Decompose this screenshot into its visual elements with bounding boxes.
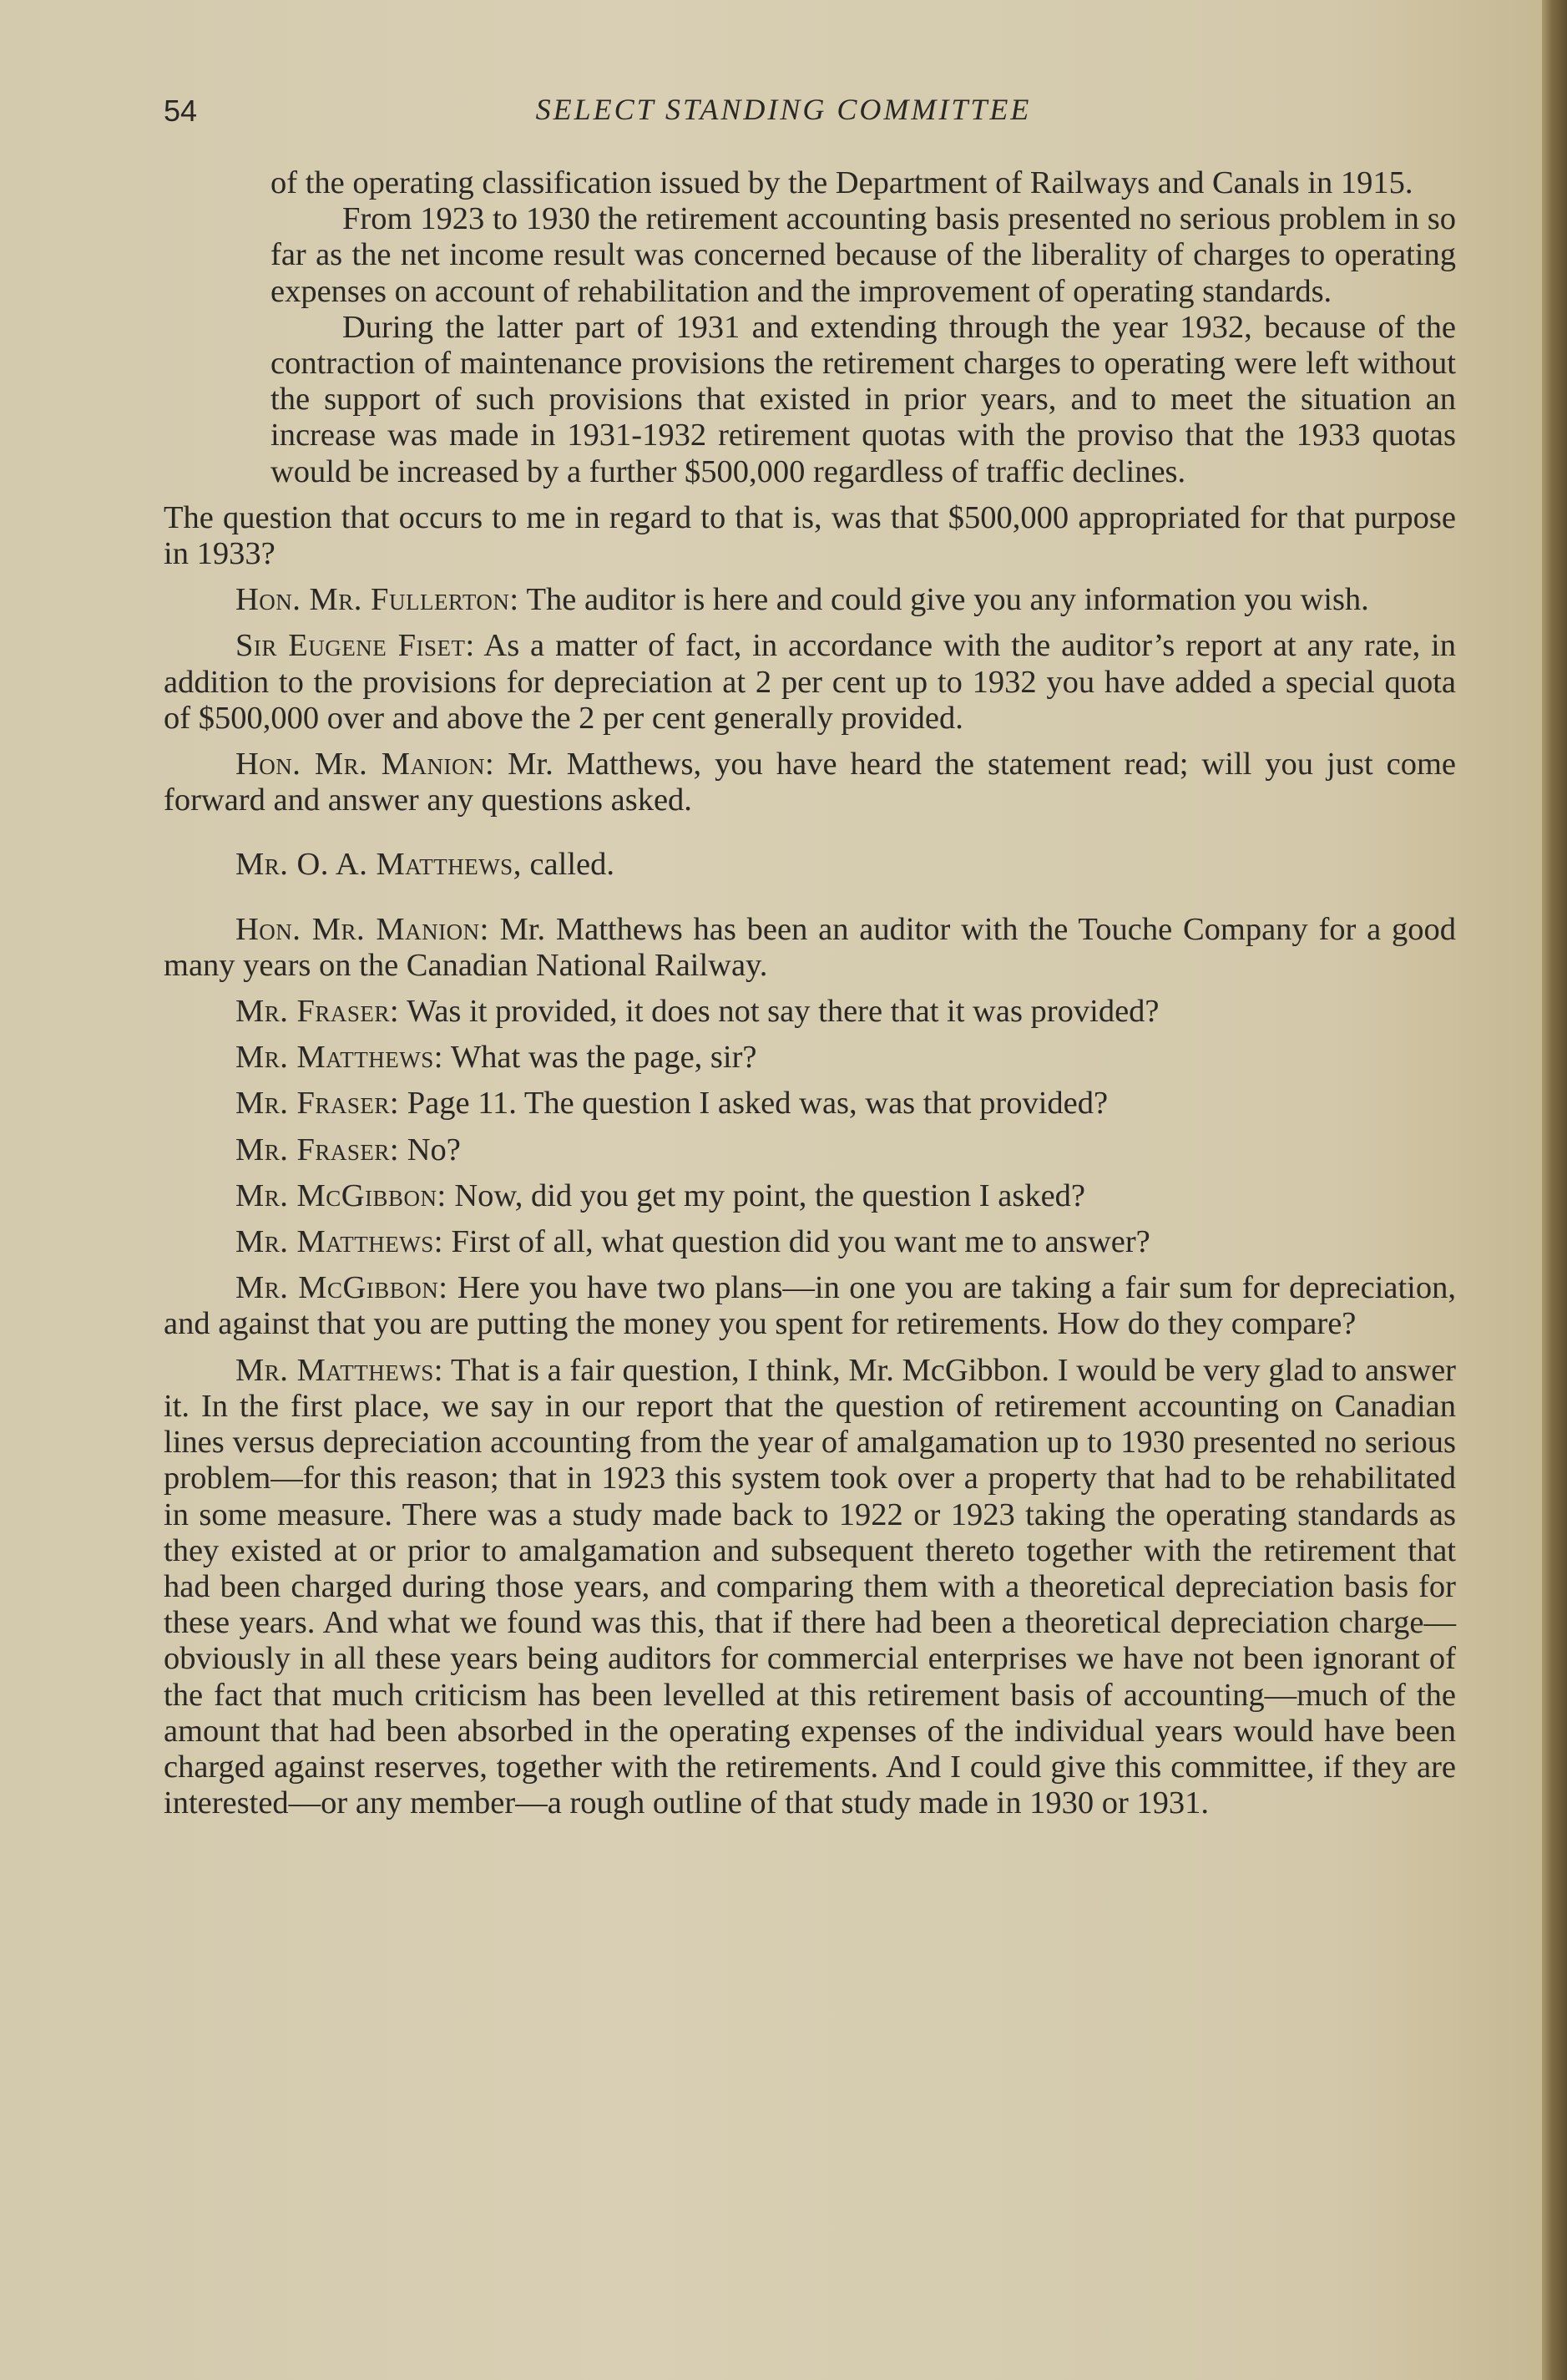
quoted-paragraph [270, 165, 1456, 201]
paragraph-text: From 1923 to 1930 the retirement accounting basis presented no serious problem in so far as the net income result was concerned because of the liberality of charges to operating expenses on account of rehabilitation and the improvement of operating standards. [270, 201, 1456, 309]
speech-text: No? [407, 1132, 461, 1167]
speech-paragraph [164, 1353, 1456, 1822]
speech-text: What was the page, sir? [450, 1040, 757, 1076]
speech-text: Here you have two plans—in one you are taking a fair sum for depreciation, and against that you are putting the money you spent for retirements. How do they compare? [164, 1270, 1456, 1342]
page-number: 54 [164, 94, 198, 128]
speech-paragraph [164, 1132, 1456, 1168]
speaker-name: Mr. McGibbon: [235, 1177, 447, 1213]
speech-paragraph [164, 747, 1456, 818]
speaker-name: Mr. Matthews: [235, 1352, 443, 1388]
quoted-paragraph [270, 310, 1456, 490]
speaker-name: Sir Eugene Fiset: [235, 628, 475, 664]
speech-paragraph [164, 1270, 1456, 1342]
paragraph-text: of the operating classification issued by the Department of Railways and Canals in 1915. [270, 165, 1413, 200]
speech-text: The auditor is here and could give you any information you wish. [526, 582, 1369, 618]
speech-paragraph [164, 1040, 1456, 1076]
book-page-edge [1542, 0, 1567, 2380]
speech-text: That is a fair question, I think, Mr. McGibbon. I would be very glad to answer it. In the first place, we say in our report that the question of retirement accounting on Canadian lines versus depreciation accounting from the year of amalgamation up to 1930 presented no serious problem—for this reason; that in 1923 this system took over a property that had to be rehabilitated in some measure. There was a study made back to 1922 or 1923 taking the operating standards as they existed at or prior to amalgamation and subsequent thereto together with the retirement that had been charged during those years, and comparing them with a theoretical depreciation basis for these years. And what we found was this, that if there had been a theoretical depreciation charge—obviously in all these years being auditors for commercial enterprises we have not been ignorant of the fact that much criticism has been levelled at this retirement basis of accounting—much of the amount that had been absorbed in the operating expenses of the individual years would have been charged against reserves, together with the retirements. And I could give this committee, if they are interested—or any member—a rough outline of that study made in 1930 or 1931. [164, 1352, 1456, 1821]
speaker-name: Mr. Fraser: [235, 1086, 400, 1122]
paragraph [164, 500, 1456, 572]
paragraph-text: The question that occurs to me in regard to that is, was that $500,000 appropriated for that purpose in 1933? [164, 499, 1456, 572]
paragraph-text: During the latter part of 1931 and extending through the year 1932, because of the contraction of maintenance provisions the retirement charges to operating were left without the support of such provisions that existed in prior years, and to meet the situation an increase was made in 1931-1932 retirement quotas with the proviso that the 1933 quotas would be increased by a further $500,000 regardless of traffic declines. [270, 309, 1456, 489]
speaker-name: Mr. Matthews: [235, 1224, 443, 1260]
speech-paragraph [164, 582, 1456, 618]
speaker-name: Hon. Mr. Manion: [235, 747, 495, 782]
speaker-name: Mr. Matthews: [235, 1040, 443, 1076]
speech-paragraph [164, 994, 1456, 1030]
speaker-name: Hon. Mr. Fullerton: [235, 582, 519, 618]
speaker-name: Hon. Mr. Manion: [235, 911, 489, 947]
speech-text: First of all, what question did you want me to answer? [451, 1224, 1150, 1260]
speaker-name: Mr. Fraser: [235, 1132, 400, 1167]
speech-text: Mr. Matthews has been an auditor with the Touche Company for a good many years on the Canadian National Railway. [164, 911, 1457, 983]
speech-text: Now, did you get my point, the question I asked? [454, 1177, 1085, 1213]
speech-text: Page 11. The question I asked was, was that provided? [407, 1086, 1109, 1122]
speech-text: Was it provided, it does not say there that it was provided? [407, 994, 1160, 1030]
witness-called-line [164, 847, 1456, 883]
witness-called-text: called. [529, 847, 614, 883]
speaker-name: Mr. McGibbon: [235, 1270, 448, 1306]
page-body [164, 165, 1456, 1821]
speech-paragraph [164, 1224, 1456, 1260]
quoted-paragraph [270, 201, 1456, 310]
speech-paragraph [164, 628, 1456, 737]
witness-name: Mr. O. A. Matthews, [235, 847, 522, 883]
speaker-name: Mr. Fraser: [235, 994, 400, 1030]
speech-paragraph [164, 1086, 1456, 1122]
speech-text: Mr. Matthews, you have heard the statement read; will you just come forward and answer any questions asked. [164, 747, 1457, 818]
running-head: SELECT STANDING COMMITTEE [535, 93, 1032, 126]
speech-text: As a matter of fact, in accordance with the auditor’s report at any rate, in addition to the provisions for depreciation at 2 per cent up to 1932 you have added a special quota of $500,000 over and above the 2 per cent generally provided. [164, 628, 1456, 736]
speech-paragraph [164, 912, 1456, 984]
speech-paragraph [164, 1178, 1456, 1214]
